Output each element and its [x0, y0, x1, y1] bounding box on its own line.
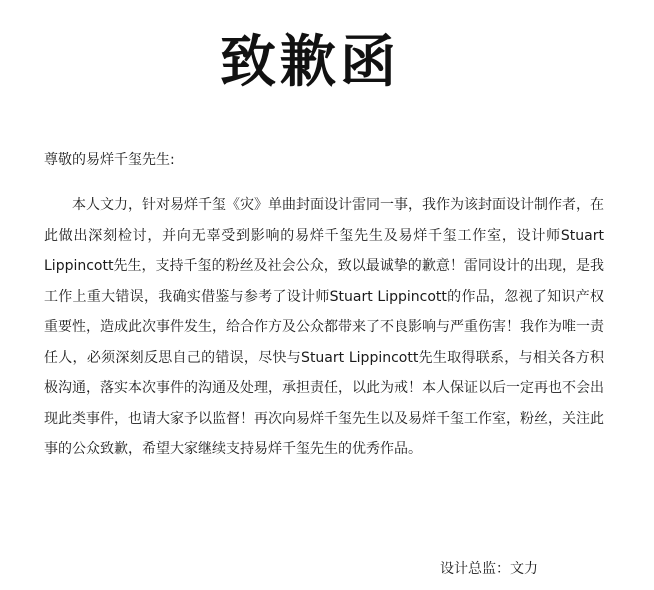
letter-body: 本人文力，针对易烊千玺《灾》单曲封面设计雷同一事，我作为该封面设计制作者，在此做出深刻检讨，并向无辜受到影响的易烊千玺先生及易烊千玺工作室，设计师Stuart Lippincott先生，支持千玺的粉丝及社会公众，致以最诚挚的歉意！雷同设计的出现，是我工作上重大错误，我确实借鉴与参考了设计师Stuart Lippincott的作品，忽视了知识产权重要性，造成此次事件发生，给合作方及公众都带来了不良影响与严重伤害！我作为唯一责任人，必须深刻反思自己的错误，尽快与Stuart Lippincott先生取得联系，与相关各方积极沟通，落实本次事件的沟通及处理，承担责任，以此为戒！本人保证以后一定再也不会出现此类事件，也请大家予以监督！再次向易烊千玺先生以及易烊千玺工作室，粉丝，关注此事的公众致歉，希望大家继续支持易烊千玺先生的优秀作品。: [44, 197, 604, 457]
letter-title: 致歉函: [220, 30, 400, 95]
letter-salutation: 尊敬的易烊千玺先生:: [44, 152, 175, 168]
letter-signature: 设计总监：文力: [440, 561, 538, 577]
